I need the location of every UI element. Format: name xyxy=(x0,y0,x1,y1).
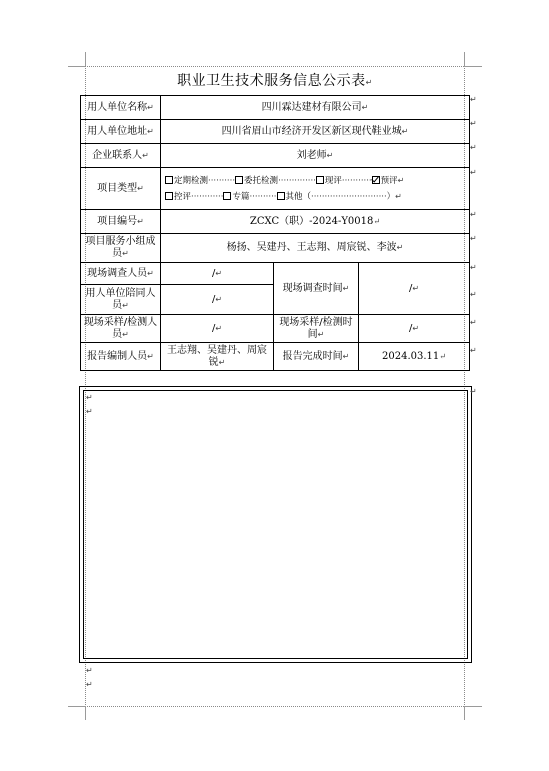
label-escort-staff: 用人单位陪同人员↵ xyxy=(81,285,161,315)
value-report-date[interactable]: 2024.03.11↵ xyxy=(359,343,470,371)
option-special-chapter[interactable]: 专篇·········· xyxy=(223,189,276,205)
value-sampling-time[interactable]: /↵ xyxy=(359,315,470,343)
row-end-mark: ↵ xyxy=(470,119,477,128)
crop-mark xyxy=(68,66,85,67)
option-pre-eval[interactable]: 预评↵ xyxy=(372,173,405,189)
label-team: 项目服务小组成员↵ xyxy=(81,234,161,263)
crop-mark xyxy=(85,706,86,720)
option-other[interactable]: 其他（····························）↵ xyxy=(277,189,402,205)
paragraph-mark: ↵ xyxy=(86,680,93,689)
option-entrusted-check[interactable]: 委托检测·············· xyxy=(235,173,316,189)
table-row xyxy=(81,210,470,234)
crop-mark xyxy=(85,52,86,66)
value-client-name[interactable]: 四川霖达建材有限公司↵ xyxy=(161,96,470,120)
table-row xyxy=(81,96,470,120)
label-client-name: 用人单位名称↵ xyxy=(81,96,161,120)
value-survey-staff[interactable]: /↵ xyxy=(161,263,274,285)
value-client-address[interactable]: 四川省眉山市经济开发区新区现代鞋业城↵ xyxy=(161,120,470,144)
crop-mark xyxy=(464,66,482,67)
row-end-mark: ↵ xyxy=(470,168,477,177)
table-row xyxy=(81,343,470,371)
label-client-address: 用人单位地址↵ xyxy=(81,120,161,144)
value-contact[interactable]: 刘老师↵ xyxy=(161,144,470,168)
value-sampling-staff[interactable]: /↵ xyxy=(161,315,274,343)
label-sampling-time: 现场采样/检测时间↵ xyxy=(274,315,359,343)
label-survey-time: 现场调查时间↵ xyxy=(274,263,359,315)
option-control-eval[interactable]: 控评············ xyxy=(165,189,223,205)
option-periodic-check[interactable]: 定期检测·········· xyxy=(165,173,235,189)
paragraph-mark: ↵ xyxy=(365,78,373,87)
margin-guide-bottom xyxy=(68,706,482,707)
row-end-mark: ↵ xyxy=(470,234,477,243)
paragraph-mark: ↵ xyxy=(86,407,93,416)
row-end-mark: ↵ xyxy=(470,210,477,219)
label-report-date: 报告完成时间↵ xyxy=(274,343,359,371)
content-frame-inner[interactable] xyxy=(83,390,468,659)
checkbox-checked-icon[interactable] xyxy=(372,176,380,184)
crop-mark xyxy=(464,52,465,66)
options-line-2 xyxy=(165,189,465,205)
value-team[interactable]: 杨扬、吴建丹、王志翔、周宸锐、李波↵ xyxy=(161,234,470,263)
value-escort-staff[interactable]: /↵ xyxy=(161,285,274,315)
checkbox-icon[interactable] xyxy=(165,176,173,184)
label-report-author: 报告编制人员↵ xyxy=(81,343,161,371)
value-survey-time[interactable]: /↵ xyxy=(359,263,470,315)
row-end-mark: ↵ xyxy=(470,263,477,272)
label-sampling-staff: 现场采样/检测人员↵ xyxy=(81,315,161,343)
margin-guide-top xyxy=(68,66,482,67)
table-row xyxy=(81,263,470,285)
value-project-no[interactable]: ZCXC（职）-2024-Y0018↵ xyxy=(161,210,470,234)
crop-mark xyxy=(464,706,465,720)
label-project-type: 项目类型↵ xyxy=(81,168,161,210)
row-end-mark: ↵ xyxy=(470,318,477,327)
checkbox-icon[interactable] xyxy=(165,192,173,200)
label-project-no: 项目编号↵ xyxy=(81,210,161,234)
label-contact: 企业联系人↵ xyxy=(81,144,161,168)
table-row xyxy=(81,168,470,210)
options-line-1 xyxy=(165,173,465,189)
crop-mark xyxy=(464,706,482,707)
row-end-mark: ↵ xyxy=(470,346,477,355)
checkbox-icon[interactable] xyxy=(316,176,324,184)
paragraph-mark: ↵ xyxy=(470,387,477,396)
value-report-author[interactable]: 王志翔、吴建丹、周宸锐↵ xyxy=(161,343,274,371)
checkbox-icon[interactable] xyxy=(235,176,243,184)
row-end-mark: ↵ xyxy=(470,290,477,299)
content-frame[interactable] xyxy=(79,386,477,663)
crop-mark xyxy=(68,706,85,707)
paragraph-mark: ↵ xyxy=(86,393,93,402)
page-title xyxy=(85,70,465,90)
label-survey-staff: 现场调查人员↵ xyxy=(81,263,161,285)
paragraph-mark: ↵ xyxy=(86,666,93,675)
project-type-options xyxy=(161,168,470,210)
title-text: 职业卫生技术服务信息公示表 xyxy=(177,73,366,89)
table-row xyxy=(81,234,470,263)
row-end-mark: ↵ xyxy=(470,95,477,104)
option-status-eval[interactable]: 现评··········· xyxy=(316,173,372,189)
checkbox-icon[interactable] xyxy=(277,192,285,200)
table-row xyxy=(81,120,470,144)
info-table xyxy=(80,95,470,371)
checkbox-icon[interactable] xyxy=(223,192,231,200)
row-end-mark: ↵ xyxy=(470,143,477,152)
table-row xyxy=(81,144,470,168)
table-row xyxy=(81,315,470,343)
